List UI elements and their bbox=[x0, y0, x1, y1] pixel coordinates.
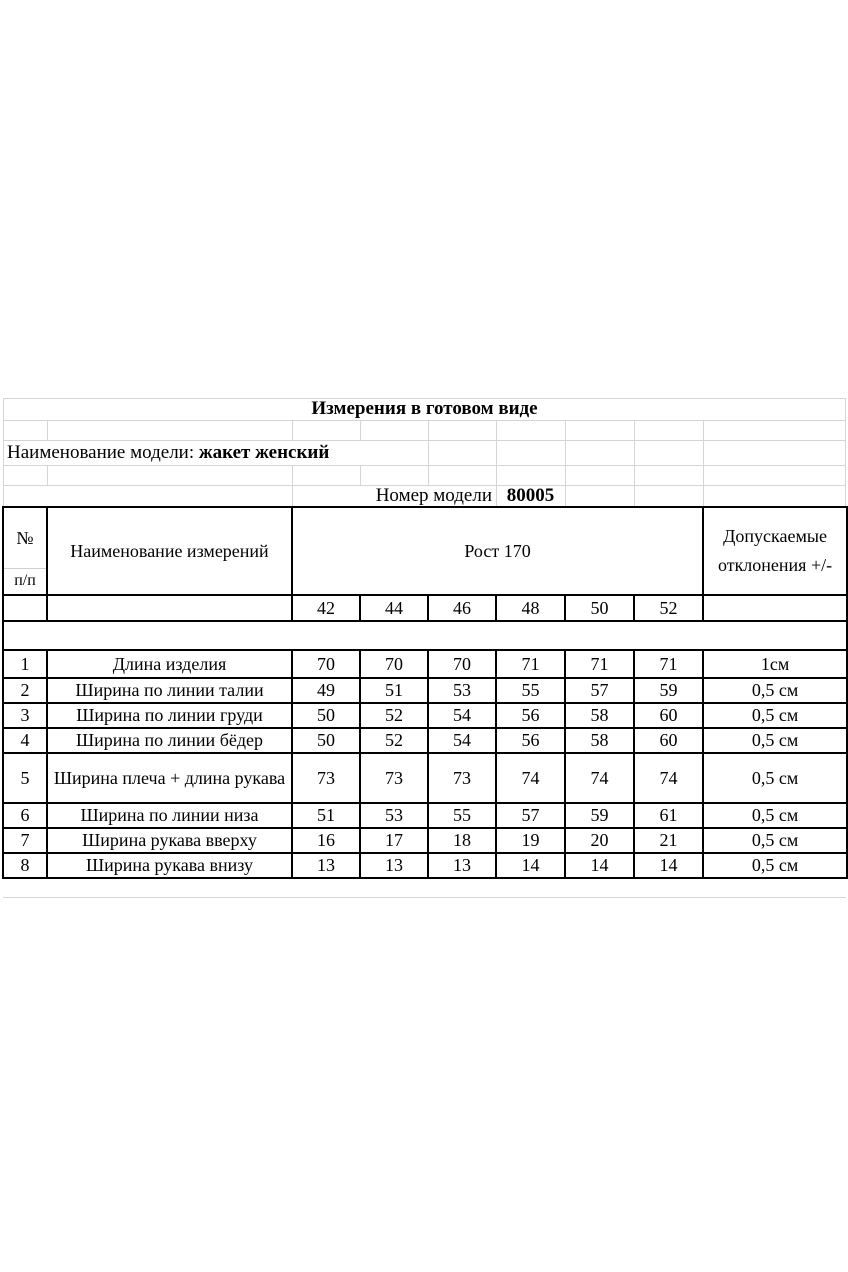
table-row bbox=[3, 803, 847, 828]
tolerance-cell: 0,5 см bbox=[703, 803, 847, 828]
size-value-cell: 58 bbox=[565, 728, 634, 753]
tolerance-cell: 1см bbox=[703, 650, 847, 678]
table-row bbox=[3, 728, 847, 753]
size-value-cell: 71 bbox=[634, 650, 703, 678]
gridline bbox=[634, 420, 635, 507]
table-row bbox=[3, 853, 847, 878]
empty-cell bbox=[3, 595, 47, 621]
size-value-cell: 73 bbox=[360, 753, 428, 803]
size-value-cell: 49 bbox=[292, 678, 360, 703]
size-value-cell: 55 bbox=[496, 678, 565, 703]
spacer-row bbox=[3, 621, 847, 650]
gridline bbox=[703, 420, 704, 507]
page-title: Измерения в готовом виде bbox=[311, 398, 538, 419]
tolerance-cell: 0,5 см bbox=[703, 853, 847, 878]
row-number-cell: 6 bbox=[3, 803, 47, 828]
size-header-cell: 50 bbox=[565, 595, 634, 621]
gridline bbox=[47, 465, 48, 485]
size-value-cell: 50 bbox=[292, 728, 360, 753]
size-value-cell: 74 bbox=[565, 753, 634, 803]
measurement-name-cell: Ширина по линии груди bbox=[47, 703, 292, 728]
size-header-cell: 52 bbox=[634, 595, 703, 621]
header-cell-height: Рост 170 bbox=[292, 507, 703, 595]
size-value-cell: 74 bbox=[496, 753, 565, 803]
size-header-cell: 42 bbox=[292, 595, 360, 621]
gridline bbox=[47, 420, 48, 440]
size-header-cell: 48 bbox=[496, 595, 565, 621]
size-value-cell: 60 bbox=[634, 703, 703, 728]
size-value-cell: 61 bbox=[634, 803, 703, 828]
size-value-cell: 57 bbox=[565, 678, 634, 703]
size-value-cell: 16 bbox=[292, 828, 360, 853]
size-value-cell: 13 bbox=[428, 853, 496, 878]
gridline bbox=[3, 465, 846, 466]
gridline bbox=[360, 465, 361, 485]
size-value-cell: 54 bbox=[428, 703, 496, 728]
size-value-cell: 73 bbox=[428, 753, 496, 803]
size-value-cell: 14 bbox=[565, 853, 634, 878]
measurements-body bbox=[3, 650, 847, 878]
size-value-cell: 71 bbox=[565, 650, 634, 678]
table-row bbox=[3, 828, 847, 853]
tolerance-cell: 0,5 см bbox=[703, 753, 847, 803]
row-number-cell: 2 bbox=[3, 678, 47, 703]
size-value-cell: 56 bbox=[496, 728, 565, 753]
size-header-cell: 44 bbox=[360, 595, 428, 621]
size-value-cell: 59 bbox=[634, 678, 703, 703]
size-value-cell: 17 bbox=[360, 828, 428, 853]
row-number-cell: 8 bbox=[3, 853, 47, 878]
measurement-name-cell: Ширина по линии бёдер bbox=[47, 728, 292, 753]
model-number-value: 80005 bbox=[506, 485, 555, 506]
model-name-label: Наименование модели: bbox=[7, 442, 195, 463]
tolerance-cell: 0,5 см bbox=[703, 678, 847, 703]
model-name-line bbox=[7, 440, 329, 465]
gridline bbox=[565, 420, 566, 507]
size-value-cell: 60 bbox=[634, 728, 703, 753]
number-pp-label: п/п bbox=[14, 572, 36, 589]
table-row bbox=[3, 703, 847, 728]
size-value-cell: 53 bbox=[360, 803, 428, 828]
size-value-cell: 20 bbox=[565, 828, 634, 853]
size-value-cell: 58 bbox=[565, 703, 634, 728]
size-value-cell: 70 bbox=[428, 650, 496, 678]
size-value-cell: 13 bbox=[360, 853, 428, 878]
size-value-cell: 13 bbox=[292, 853, 360, 878]
measurement-name-cell: Ширина рукава внизу bbox=[47, 853, 292, 878]
size-value-cell: 70 bbox=[292, 650, 360, 678]
number-header-split bbox=[4, 509, 46, 593]
header-cell-measurement-name: Наименование измерений bbox=[47, 507, 292, 595]
row-number-cell: 1 bbox=[3, 650, 47, 678]
spacer-cell bbox=[3, 621, 847, 650]
size-header-cell: 46 bbox=[428, 595, 496, 621]
size-value-cell: 74 bbox=[634, 753, 703, 803]
gridline bbox=[428, 420, 429, 485]
size-value-cell: 56 bbox=[496, 703, 565, 728]
header-cell-tolerance: Допускаемые отклонения +/- bbox=[703, 507, 847, 595]
measurements-table bbox=[2, 506, 848, 879]
size-value-cell: 52 bbox=[360, 728, 428, 753]
measurement-name-cell: Ширина рукава вверху bbox=[47, 828, 292, 853]
table-row bbox=[3, 753, 847, 803]
model-name-value: жакет женский bbox=[198, 442, 330, 463]
size-value-cell: 71 bbox=[496, 650, 565, 678]
gridline bbox=[3, 420, 846, 421]
tolerance-cell: 0,5 см bbox=[703, 828, 847, 853]
row-number-cell: 3 bbox=[3, 703, 47, 728]
size-value-cell: 54 bbox=[428, 728, 496, 753]
row-number-cell: 5 bbox=[3, 753, 47, 803]
number-sign-label: № bbox=[4, 509, 46, 569]
size-value-cell: 50 bbox=[292, 703, 360, 728]
size-value-cell: 70 bbox=[360, 650, 428, 678]
gridline bbox=[292, 420, 293, 440]
size-value-cell: 52 bbox=[360, 703, 428, 728]
size-value-cell: 14 bbox=[634, 853, 703, 878]
empty-cell bbox=[703, 595, 847, 621]
gridline bbox=[3, 897, 846, 898]
empty-cell bbox=[47, 595, 292, 621]
row-number-cell: 4 bbox=[3, 728, 47, 753]
tolerance-cell: 0,5 см bbox=[703, 703, 847, 728]
sizes-row bbox=[3, 595, 847, 621]
size-value-cell: 21 bbox=[634, 828, 703, 853]
size-value-cell: 73 bbox=[292, 753, 360, 803]
table-row bbox=[3, 650, 847, 678]
size-value-cell: 59 bbox=[565, 803, 634, 828]
gridline bbox=[360, 420, 361, 440]
row-number-cell: 7 bbox=[3, 828, 47, 853]
size-value-cell: 57 bbox=[496, 803, 565, 828]
size-value-cell: 51 bbox=[360, 678, 428, 703]
header-cell-number bbox=[3, 507, 47, 595]
size-value-cell: 53 bbox=[428, 678, 496, 703]
measurement-name-cell: Ширина плеча + длина рукава bbox=[47, 753, 292, 803]
size-value-cell: 51 bbox=[292, 803, 360, 828]
size-value-cell: 55 bbox=[428, 803, 496, 828]
size-value-cell: 19 bbox=[496, 828, 565, 853]
size-value-cell: 18 bbox=[428, 828, 496, 853]
measurement-name-cell: Длина изделия bbox=[47, 650, 292, 678]
measurement-name-cell: Ширина по линии низа bbox=[47, 803, 292, 828]
table-header-row bbox=[3, 507, 847, 595]
measurement-name-cell: Ширина по линии талии bbox=[47, 678, 292, 703]
model-number-label: Номер модели bbox=[375, 485, 492, 506]
tolerance-cell: 0,5 см bbox=[703, 728, 847, 753]
table-row bbox=[3, 678, 847, 703]
size-value-cell: 14 bbox=[496, 853, 565, 878]
